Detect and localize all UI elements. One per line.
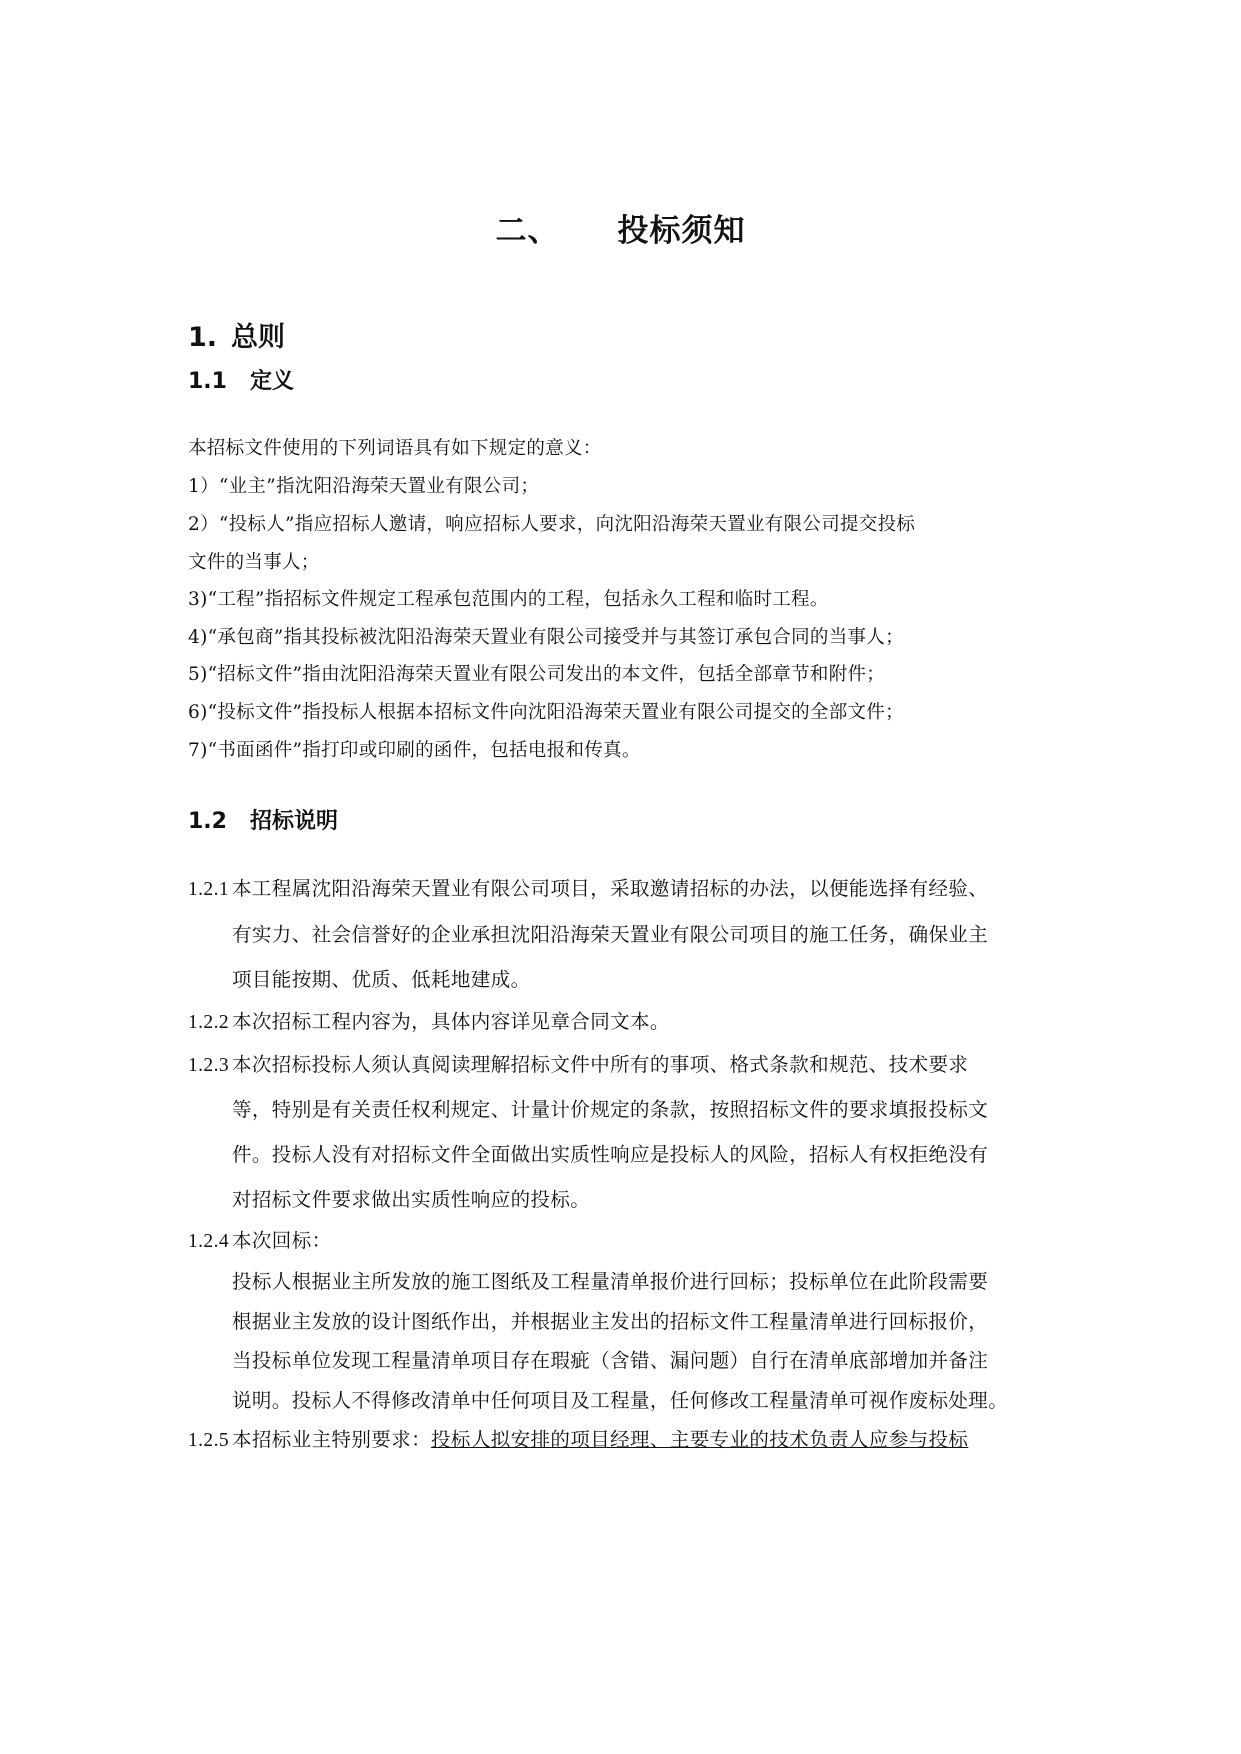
clause-1-2-5: 1.2.5 本招标业主特别要求：投标人拟安排的项目经理、主要专业的技术负责人应参与投标 — [188, 1428, 969, 1451]
clause-continuation: 当投标单位发现工程量清单项目存在瑕疵（含错、漏问题）自行在清单底部增加并备注 — [232, 1349, 989, 1372]
chapter-number: 二、 — [495, 213, 560, 249]
clause-continuation: 等，特别是有关责任权利规定、计量计价规定的条款，按照招标文件的要求填报投标文 — [232, 1098, 989, 1121]
definition-item: 7)“书面函件”指打印或印刷的函件，包括电报和传真。 — [188, 740, 641, 761]
clause-continuation: 说明。投标人不得修改清单中任何项目及工程量，任何修改工程量清单可视作废标处理。 — [232, 1389, 1009, 1412]
definition-item: 5)“招标文件”指由沈阳沿海荣天置业有限公司发出的本文件，包括全部章节和附件； — [188, 664, 886, 685]
clause-continuation: 对招标文件要求做出实质性响应的投标。 — [232, 1188, 591, 1211]
clause-continuation: 有实力、社会信誉好的企业承担沈阳沿海荣天置业有限公司项目的施工任务，确保业主 — [232, 923, 989, 946]
definition-item: 3)“工程”指招标文件规定工程承包范围内的工程，包括永久工程和临时工程。 — [188, 589, 829, 610]
subsection-heading-tender-notes: 1.2 招标说明 — [188, 809, 339, 834]
clause-1-2-1: 1.2.1 本工程属沈阳沿海荣天置业有限公司项目，采取邀请招标的办法，以便能选择有经验、 — [188, 877, 989, 900]
definition-item: 1）“业主”指沈阳沿海荣天置业有限公司； — [188, 476, 540, 497]
underlined-requirement: 投标人拟安排的项目经理、主要专业的技术负责人应参与投标 — [431, 1428, 969, 1451]
definitions-intro: 本招标文件使用的下列词语具有如下规定的意义： — [188, 438, 602, 459]
clause-1-2-3: 1.2.3 本次招标投标人须认真阅读理解招标文件中所有的事项、格式条款和规范、技术要求 — [188, 1053, 969, 1076]
chapter-title-text: 投标须知 — [617, 213, 746, 249]
chapter-title — [0, 205, 1241, 250]
definition-item: 文件的当事人； — [188, 552, 320, 573]
clause-1-2-4: 1.2.4 本次回标： — [188, 1229, 332, 1252]
clause-continuation: 根据业主发放的设计图纸作出，并根据业主发出的招标文件工程量清单进行回标报价， — [232, 1310, 989, 1333]
clause-continuation: 投标人根据业主所发放的施工图纸及工程量清单报价进行回标；投标单位在此阶段需要 — [232, 1270, 989, 1293]
clause-continuation: 件。投标人没有对招标文件全面做出实质性响应是投标人的风险，招标人有权拒绝没有 — [232, 1143, 989, 1166]
definition-item: 2）“投标人”指应招标人邀请，响应招标人要求，向沈阳沿海荣天置业有限公司提交投标 — [188, 514, 916, 535]
clause-continuation: 项目能按期、优质、低耗地建成。 — [232, 968, 531, 991]
definition-item: 6)“投标文件”指投标人根据本招标文件向沈阳沿海荣天置业有限公司提交的全部文件； — [188, 702, 904, 723]
clause-1-2-2: 1.2.2 本次招标工程内容为，具体内容详见章合同文本。 — [188, 1010, 670, 1033]
definition-item: 4)“承包商”指其投标被沈阳沿海荣天置业有限公司接受并与其签订承包合同的当事人； — [188, 627, 904, 648]
section-heading-general: 1. 总则 — [188, 322, 286, 353]
subsection-heading-definitions: 1.1 定义 — [188, 369, 295, 394]
